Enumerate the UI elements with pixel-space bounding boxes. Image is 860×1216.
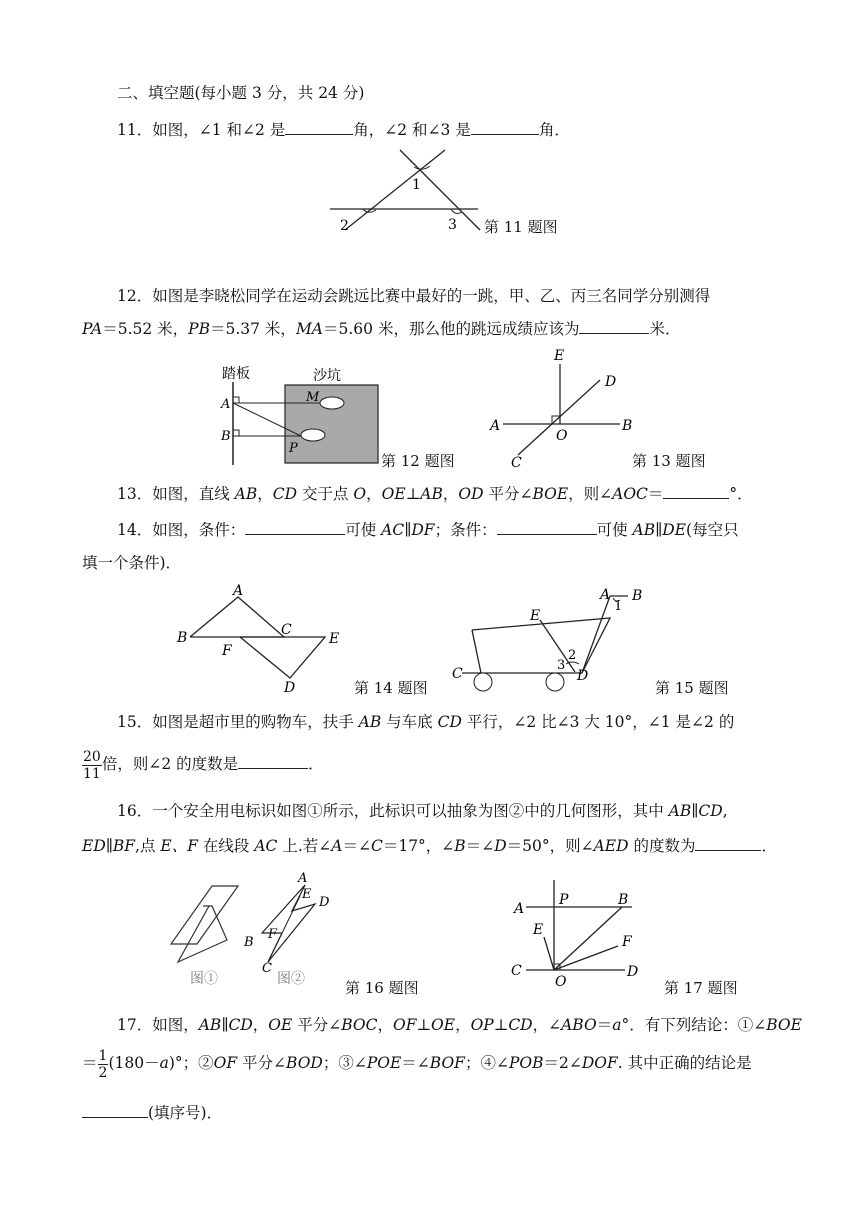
q16-t6: ＝17°，∠ [382,837,455,855]
q17-abcd: AB∥CD [198,1016,253,1034]
fig14-label-b: B [177,630,188,646]
q17-abo: ABO [561,1016,597,1034]
fig14-label-a: A [233,583,244,599]
section-title: 二、填空题(每小题 3 分，共 24 分) [117,84,365,102]
q14-abde: AB∥DE [632,521,687,539]
fig12-label-pit: 沙坑 [313,368,341,384]
question-17-line3 [82,1101,222,1124]
fig13-label-d: D [605,374,617,390]
q17-boc: BOC [341,1016,378,1034]
fig16-label-b: B [244,935,254,950]
q15-ab: AB [358,713,382,731]
q12-pa: PA [82,320,103,338]
q16-t2: ,点 [135,837,161,855]
fig17-label-o: O [555,974,567,990]
q16-ac: AC [254,837,278,855]
fig15-label-1: 1 [614,599,623,614]
q17-bod: BOD [286,1054,323,1072]
fig14-label-e: E [329,631,340,647]
q17-blank[interactable] [82,1101,148,1118]
q16-t5: ＝∠ [342,837,371,855]
q17-t8: )°；② [168,1054,214,1072]
q16-t8: ＝50°，则∠ [506,837,594,855]
q12-ma: MA [295,320,324,338]
fig12-label-p: P [289,441,298,456]
q12-pa-val: ＝5.52 米， [102,320,189,338]
fig14-label-c: C [281,622,292,638]
q16-t3: 在线段 [197,837,255,855]
q17-t10: ；③∠ [322,1054,367,1072]
fig16-label-e: E [302,887,312,902]
figure-11-caption: 第 11 题图 [484,218,558,236]
q16-t7: ＝∠ [465,837,495,855]
fig17-line-of [554,946,618,970]
fig16-label-fig2: 图② [277,971,305,987]
q17-of: OF [393,1016,417,1034]
fig13-label-c: C [511,455,522,471]
q17-s4: ，∠ [532,1016,562,1034]
q17-t5: ＝ [596,1016,613,1034]
q17-t11: ＝∠ [401,1054,430,1072]
fig16-label-f: F [268,927,278,942]
q14-acdf: AC∥DF [381,521,435,539]
q13-ab2: AB [420,485,443,503]
q17-fraction-half [98,1048,109,1081]
fig13-label-a: A [490,418,501,434]
q17-t3: ⊥ [416,1016,432,1034]
question-17-line1 [117,1014,802,1036]
q13-cd: CD [272,485,298,503]
q13-t2: 交于点 [297,485,354,503]
fig17-label-f: F [622,934,632,950]
q14-t3: ；条件： [434,521,497,539]
fig16-label-c: C [262,961,272,976]
q15-t3: 平行，∠2 比∠3 大 10°，∠1 是∠2 的 [461,713,735,731]
question-16-line1: 16．一个安全用电标识如图①所示，此标识可以抽象为图②中的几何图形，其中 AB∥CD, [117,802,728,820]
fig17-label-d: D [627,964,639,980]
figure-13-caption: 第 13 题图 [632,452,706,470]
fig17-label-a: A [514,901,525,917]
q17-end: (填序号)． [148,1104,223,1122]
q17-t13: ＝2∠ [543,1054,582,1072]
fig12-label-m: M [306,390,320,405]
q17-s3: ， [455,1016,471,1034]
q13-s1: ， [257,485,273,503]
q13-ab: AB [234,485,258,503]
q13-oe: OE [381,485,406,503]
q13-od: OD [458,485,484,503]
fig16-label-fig1: 图① [190,971,218,987]
figure-12-caption: 第 12 题图 [381,452,455,470]
q16-c: C [370,837,383,855]
q11-part-b: 角，∠2 和∠3 是 [353,121,471,139]
q16-b: B [454,837,466,855]
question-17-line2 [82,1043,752,1083]
fig17-label-e: E [533,922,544,938]
fig12-label-board: 踏板 [222,366,250,382]
fig17-line-oe [544,937,554,970]
fig13-label-b: B [622,418,633,434]
q17-oe2: OE [431,1016,456,1034]
fig17-line-ob [554,907,622,970]
fig13-label-e: E [554,348,565,364]
q16-ef: E、F [160,837,198,855]
q13-s2: ， [366,485,382,503]
q17-op: OP [470,1016,494,1034]
q17-t6: °．有下列结论：①∠ [621,1016,767,1034]
q13-t1: 13．如图，直线 [117,485,235,503]
question-12-line1: 12．如图是李晓松同学在运动会跳远比赛中最好的一跳，甲、乙、丙三名同学分别测得 [117,287,711,305]
q17-boe: BOE [766,1016,802,1034]
q17-oe: OE [268,1016,293,1034]
q13-t4: ，则∠ [568,485,613,503]
fig11-label-1: 1 [412,177,421,193]
q16-t4: 上.若∠ [277,837,332,855]
figure-14-caption: 第 14 题图 [354,679,428,697]
q13-t3: 平分∠ [483,485,533,503]
q17-bof: BOF [429,1054,465,1072]
fig15-label-a: A [600,587,611,603]
q16-t1: 16．一个安全用电标识如图①所示，此标识可以抽象为图②中的几何图形，其中 [117,802,669,820]
fig14-label-d: D [284,680,296,696]
fig15-label-b: B [632,588,643,604]
q15-t4: 倍，则∠2 的度数是 [101,755,239,773]
q12-pb: PB [188,320,210,338]
q17-t14: . 其中正确的结论是 [617,1054,752,1072]
fig14-label-f: F [222,643,232,659]
q17-s1: ， [252,1016,269,1034]
figure-15-caption: 第 15 题图 [655,679,729,697]
fig15-label-e: E [530,608,541,624]
q14-t5: (每空只 [686,521,739,539]
q17-t2: 平分∠ [292,1016,342,1034]
q17-dof: DOF [581,1054,618,1072]
q13-t5: ＝ [647,485,664,503]
fig17-label-p: P [559,892,569,908]
q16-aed: AED [593,837,629,855]
q17-t12: ；④∠ [464,1054,509,1072]
q15-t2: 与车底 [381,713,438,731]
q13-s3: ， [442,485,459,503]
fig12-label-a: A [221,397,231,412]
fig11-label-2: 2 [340,218,349,234]
figure-16-caption: 第 16 题图 [345,979,419,997]
fig11-label-3: 3 [448,217,457,233]
q16-abcd: AB∥CD [668,802,723,820]
q17-half-den: 2 [98,1064,108,1081]
q17-half-num: 1 [98,1047,108,1064]
fig17-label-c: C [511,963,522,979]
q15-num: 20 [83,748,101,765]
q17-of2: OF [213,1054,238,1072]
q17-cd: CD [508,1016,533,1034]
q17-alpha2: a [159,1054,169,1072]
q16-a: A [331,837,343,855]
q17-t9: 平分∠ [237,1054,287,1072]
fig16-label-a: A [298,871,308,886]
q16-t9: 的度数为 [628,837,696,855]
fig13-label-o: O [556,428,568,444]
q11-part-a: 11．如图，∠1 和∠2 是 [117,121,286,139]
q13-aoc: AOC [612,485,648,503]
q17-s2: ， [377,1016,393,1034]
q12-ma-val: ＝5.60 米，那么他的跳远成绩应该为 [323,320,580,338]
q14-t2: 可使 [345,521,382,539]
question-14-line2: 填一个条件)． [82,554,182,572]
q17-t7: (180－ [108,1054,160,1072]
fig16-label-d: D [319,895,330,910]
q17-pob: POB [508,1054,544,1072]
q15-t1: 15．如图是超市里的购物车，扶手 [117,713,359,731]
q13-boe: BOE [532,485,569,503]
q17-eq: ＝ [82,1054,98,1072]
q17-poe: POE [366,1054,402,1072]
fig15-label-c: C [452,666,463,682]
q14-t1: 14．如图，条件： [117,521,246,539]
q13-o: O [353,485,367,503]
fig15-label-2: 2 [568,648,577,663]
fig17-label-b: B [618,892,629,908]
q13-end: °． [729,485,753,503]
q15-den: 11 [83,765,101,782]
q16-end: ． [761,837,777,855]
fig12-label-b: B [221,429,231,444]
q11-part-c: 角． [538,121,570,139]
q17-t1: 17．如图， [117,1016,199,1034]
q17-alpha: a [612,1016,622,1034]
fig15-label-3: 3 [557,658,566,673]
fig15-label-d: D [577,668,589,684]
figure-17-caption: 第 17 题图 [664,979,738,997]
q17-t4: ⊥ [493,1016,509,1034]
q16-edbf: ED∥BF [82,837,136,855]
q12-end: 米． [649,320,681,338]
q15-cd: CD [437,713,462,731]
q13-perp: ⊥ [405,485,421,503]
q12-pb-val: ＝5.37 米， [209,320,296,338]
q16-d: D [494,837,507,855]
q15-end: ． [308,755,324,773]
q14-t4: 可使 [596,521,633,539]
